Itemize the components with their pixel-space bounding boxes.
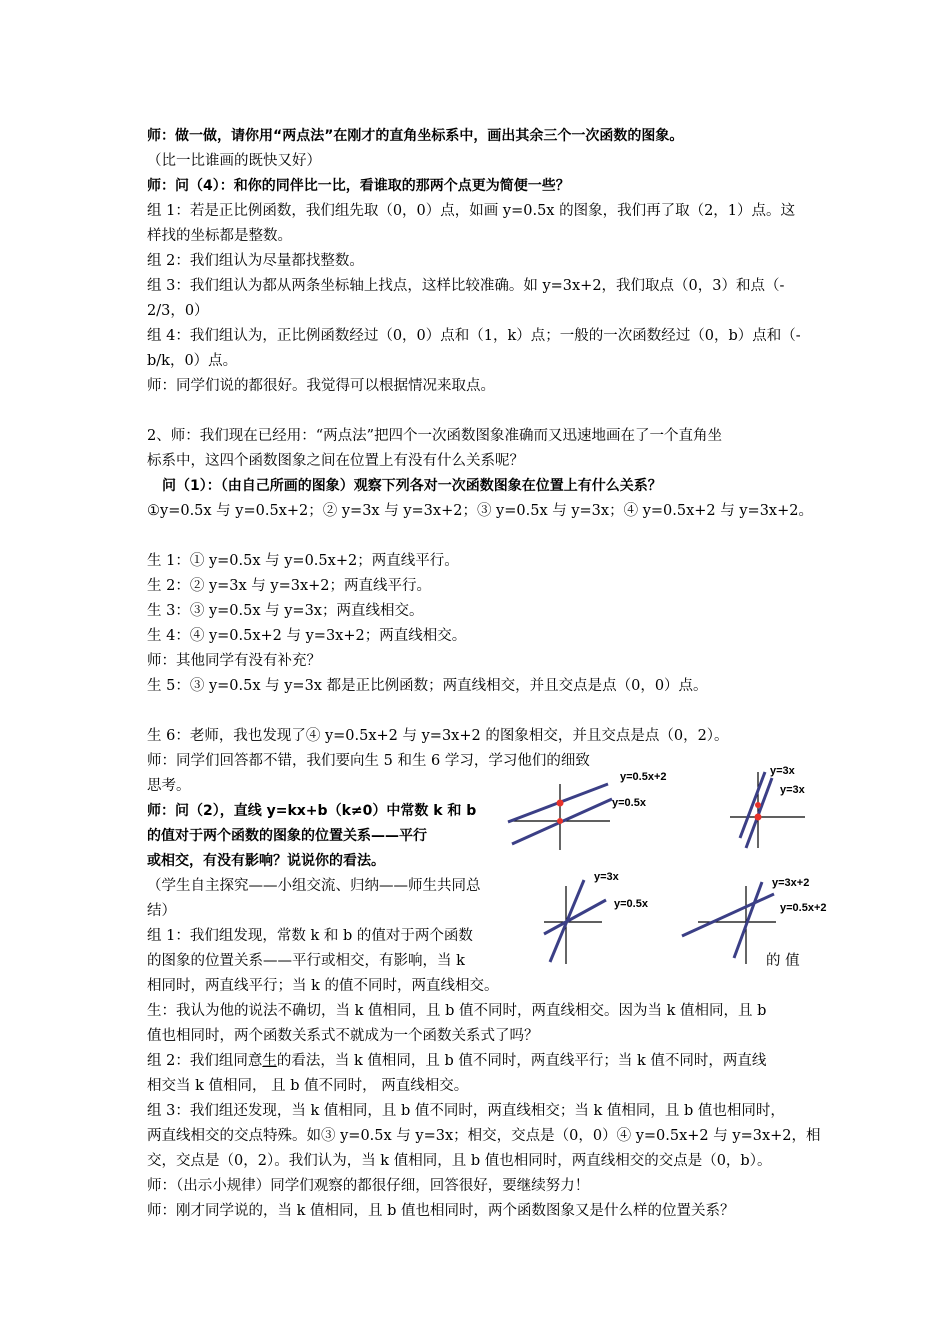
underlined-text: 生 [262, 1053, 277, 1069]
graph-intersect-intercept [676, 872, 851, 972]
intercept-point [755, 802, 761, 808]
text-line: 师：刚才同学说的，当 k 值相同，且 b 值也相同时，两个函数图象又是什么样的位置关系？ [147, 1203, 735, 1219]
text-line: 生：我认为他的说法不确切，当 k 值相同，且 b 值不同时，两直线相交。因为当 k 值相同，且 b [147, 1003, 767, 1019]
text-line: 生 3：③ y=0.5x 与 y=3x；两直线相交。 [147, 603, 424, 619]
text-line: 组 4：我们组认为，正比例函数经过（0，0）点和（1，k）点；一般的一次函数经过（0，b）点和（- [147, 328, 801, 344]
text-line: b/k，0）点。 [147, 353, 238, 369]
text-line: 组 2：我们组认为尽量都找整数。 [147, 253, 364, 269]
graph-label: y=3x [780, 784, 805, 796]
text-line: 相交当 k 值相同， 且 b 值不同时， 两直线相交。 [147, 1078, 469, 1094]
graph-parallel-steep [720, 760, 830, 860]
text-line: 问（1）：（由自己所画的图象）观察下列各对一次函数图象在位置上有什么关系？ [162, 478, 662, 494]
text-line: 或相交，有没有影响？说说你的看法。 [147, 853, 385, 869]
text-line: 组 3：我们组还发现，当 k 值相同，且 b 值不同时，两直线相交；当 k 值相同，且 b 值也相同时， [147, 1103, 785, 1119]
graph-intersect-origin [540, 866, 670, 976]
text-line: 生 5：③ y=0.5x 与 y=3x 都是正比例函数；两直线相交，并且交点是点（0，0）点。 [147, 678, 708, 694]
text-line: 的值对于两个函数的图象的位置关系——平行 [147, 828, 427, 844]
graph-label: y=0.5x+2 [780, 902, 827, 914]
graph-line-half-plus2 [682, 894, 774, 936]
graph-line-steep-plus2 [734, 882, 762, 958]
text-line: 2/3，0） [147, 303, 209, 319]
origin-point [755, 814, 762, 821]
text-line: 2、师：我们现在已经用：“两点法”把四个一次函数图象准确而又迅速地画在了一个直角坐 [147, 428, 723, 444]
text-line: 生 4：④ y=0.5x+2 与 y=3x+2；两直线相交。 [147, 628, 467, 644]
text-line: 组 1：我们组发现，常数 k 和 b 的值对于两个函数 [147, 928, 473, 944]
graph-label: y=0.5x [612, 797, 646, 809]
text-line: 的 值 [766, 953, 800, 969]
text-line: 师：同学们说的都很好。我觉得可以根据情况来取点。 [147, 378, 495, 394]
text-line: 组 1：若是正比例函数，我们组先取（0，0）点，如画 y=0.5x 的图象，我们再了取（2，1）点。这 [147, 203, 796, 219]
text-line: 师：同学们回答都不错，我们要向生 5 和生 6 学习，学习他们的细致 [147, 753, 590, 769]
text-line: 交，交点是（0，2）。我们认为，当 k 值相同，且 b 值也相同时，两直线相交的交点是（0，b）。 [147, 1153, 772, 1169]
text-line: 值也相同时，两个函数关系式不就成为一个函数关系式了吗？ [147, 1028, 539, 1044]
graph-label: y=3x [594, 871, 619, 883]
text-segment: 组 2：我们组同意 [147, 1053, 263, 1069]
text-line: 师：问（2），直线 y=kx+b（k≠0）中常数 k 和 b [147, 803, 477, 819]
graph-label: y=3x+2 [772, 877, 810, 889]
text-line: 生 6：老师，我也发现了④ y=0.5x+2 与 y=3x+2 的图象相交，并且交点是点（0，2）。 [147, 728, 729, 744]
text-line [147, 1051, 766, 1071]
text-line: 师：（出示小规律）同学们观察的都很仔细，回答很好，要继续努力！ [147, 1178, 590, 1194]
text-line: 生 2：② y=3x 与 y=3x+2；两直线平行。 [147, 578, 432, 594]
graph-label: y=3x [770, 765, 795, 777]
text-line: 相同时，两直线平行；当 k 的值不同时，两直线相交。 [147, 978, 499, 994]
text-line: （学生自主探究——小组交流、归纳——师生共同总 [147, 878, 481, 894]
text-line: 样找的坐标都是整数。 [147, 228, 292, 244]
text-line: 的图象的位置关系——平行或相交，有影响，当 k [147, 953, 465, 969]
origin-point [557, 818, 563, 824]
text-line: 师：其他同学有没有补充？ [147, 653, 321, 669]
text-line: 标系中，这四个函数图象之间在位置上有没有什么关系呢？ [147, 453, 524, 469]
graph-label: y=0.5x [614, 898, 648, 910]
text-line: 两直线相交的交点特殊。如③ y=0.5x 与 y=3x；相交，交点是（0，0）④ y=0.5x+2 与 y=3x+2，相 [147, 1128, 821, 1144]
text-line: （比一比谁画的既快又好） [147, 153, 321, 169]
graph-parallel-half [500, 762, 700, 862]
intercept-point [557, 800, 564, 807]
text-line: 组 3：我们组认为都从两条坐标轴上找点，这样比较准确。如 y=3x+2，我们取点（0，3）和点（- [147, 278, 785, 294]
text-line: 结） [147, 903, 176, 919]
text-line: 师：问（4）：和你的同伴比一比，看谁取的那两个点更为简便一些？ [147, 178, 570, 194]
text-line: 思考。 [147, 778, 191, 794]
text-line: ①y=0.5x 与 y=0.5x+2；② y=3x 与 y=3x+2；③ y=0.5x 与 y=3x；④ y=0.5x+2 与 y=3x+2。 [147, 503, 813, 519]
graph-label: y=0.5x+2 [620, 771, 667, 783]
text-segment: 的看法，当 k 值相同，且 b 值不同时，两直线平行；当 k 值不同时，两直线 [276, 1053, 767, 1069]
text-line: 生 1：① y=0.5x 与 y=0.5x+2；两直线平行。 [147, 553, 459, 569]
text-line: 师：做一做，请你用“两点法”在刚才的直角坐标系中，画出其余三个一次函数的图象。 [147, 128, 684, 144]
